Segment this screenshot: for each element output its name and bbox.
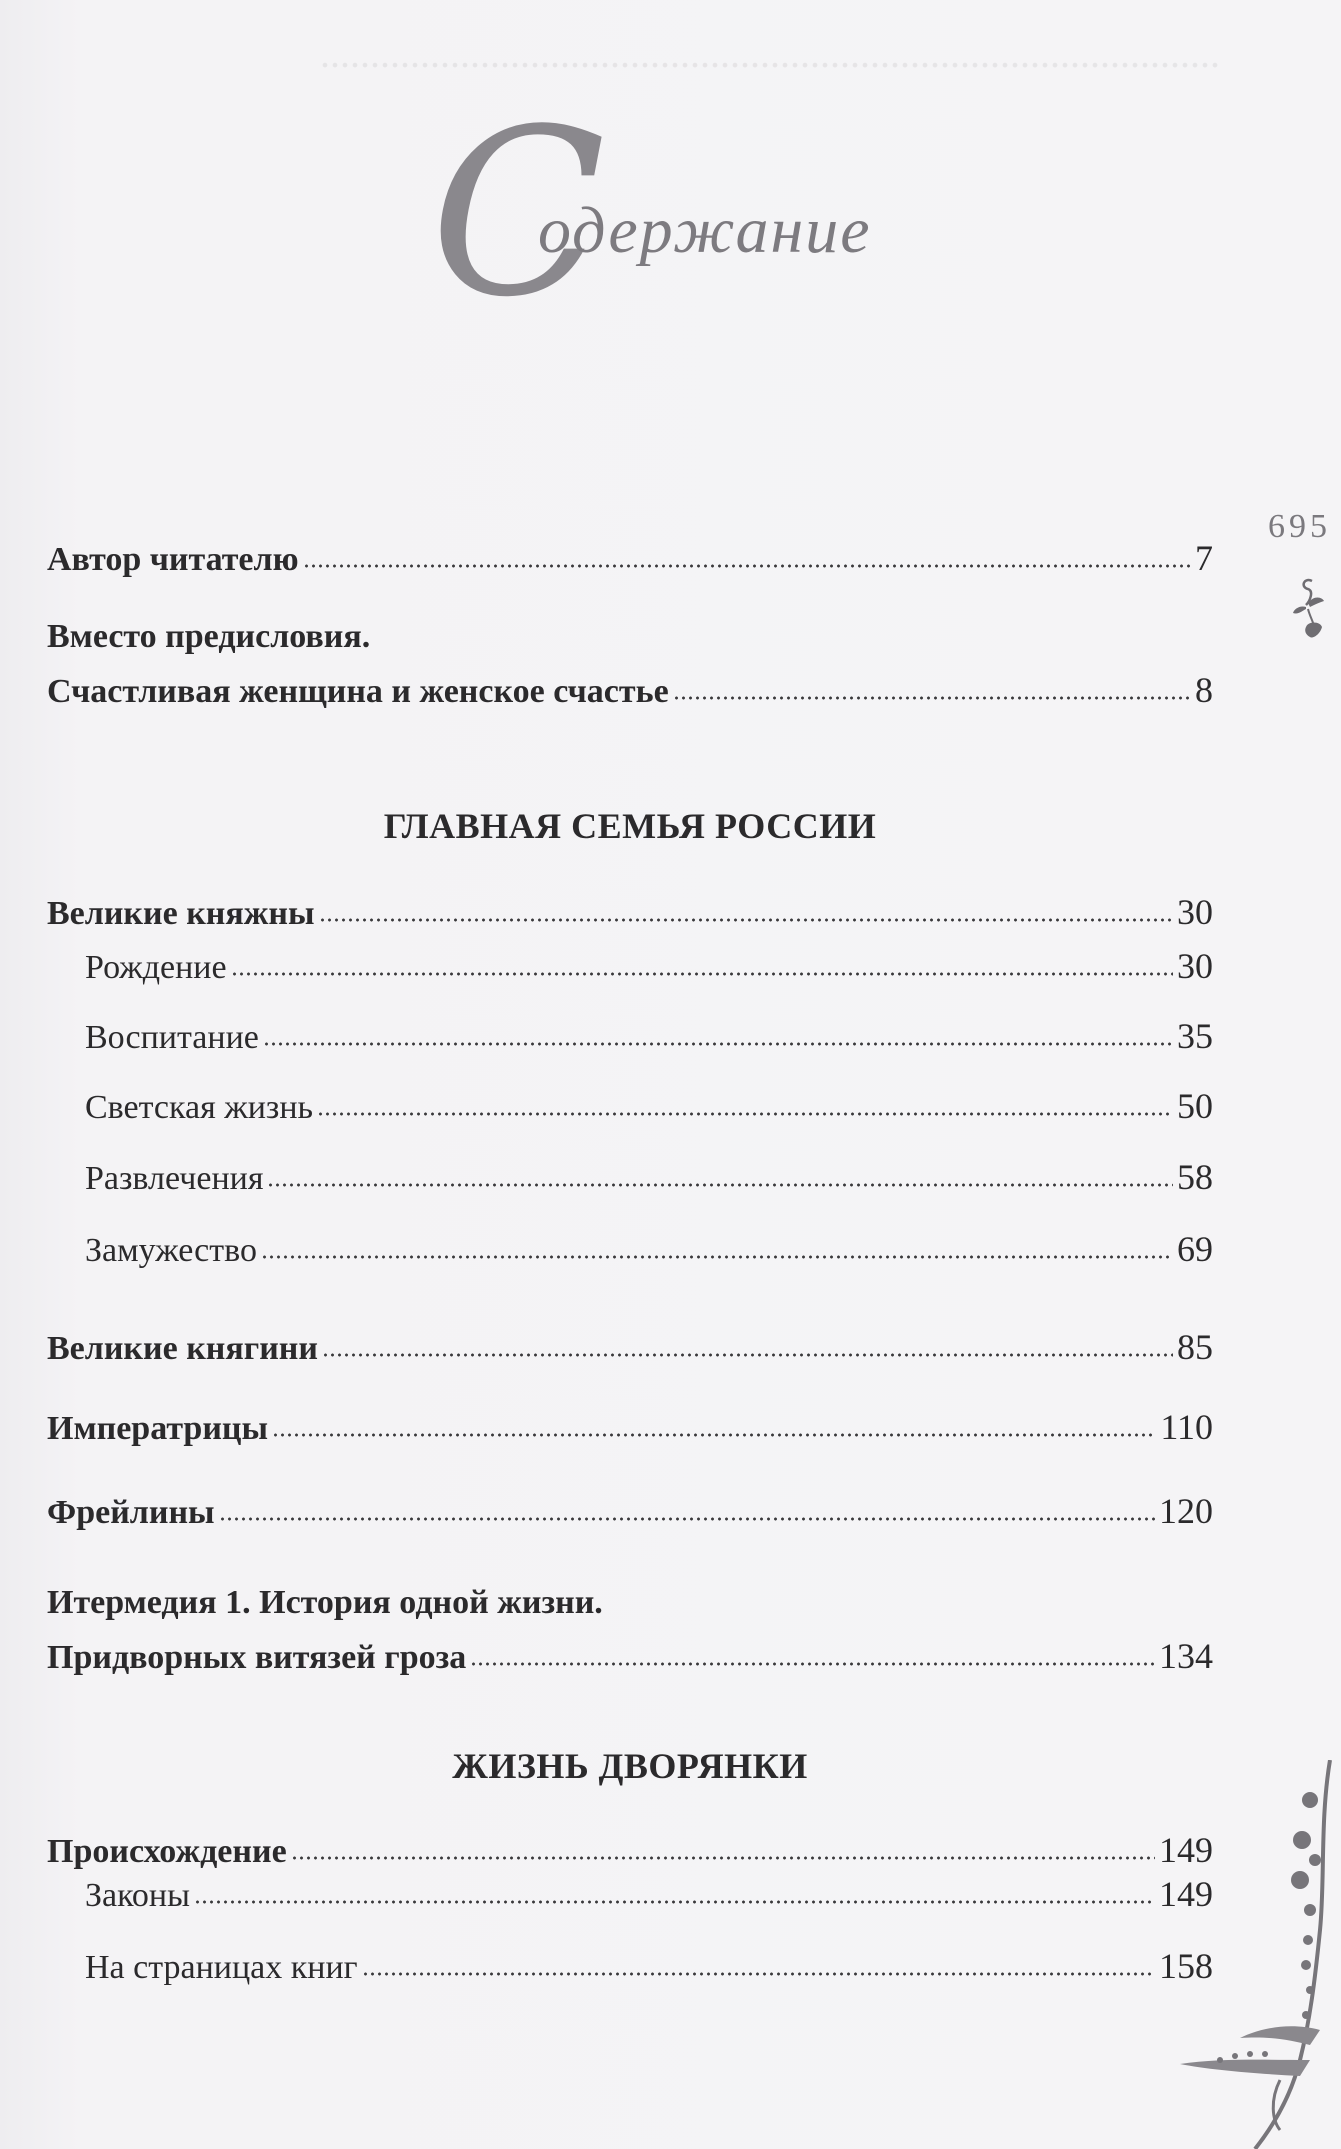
toc-entry-page: 7 (1195, 538, 1213, 578)
toc-subentry[interactable] (85, 1159, 1213, 1196)
toc-entry-page: 30 (1177, 892, 1213, 932)
page-number: 695 (1268, 508, 1331, 545)
toc-entry-title-line1: Вместо предисловия. (47, 618, 371, 655)
dot-leader (272, 1433, 1156, 1437)
toc-entry-page: 85 (1177, 1327, 1213, 1367)
dot-leader (194, 1900, 1155, 1904)
dot-leader (263, 1042, 1173, 1046)
toc-entry-page: 120 (1159, 1491, 1213, 1531)
dot-leader (291, 1856, 1155, 1860)
dot-leader (322, 1353, 1173, 1357)
dot-leader (362, 1972, 1155, 1976)
dot-leader (231, 972, 1173, 976)
toc-subentry[interactable] (85, 1088, 1213, 1125)
dot-leader (470, 1662, 1155, 1666)
toc-entry[interactable] (47, 1832, 1213, 1869)
toc-entry-title: Воспитание (85, 1019, 259, 1056)
toc-entry-page: 58 (1177, 1157, 1213, 1197)
toc-entry-title: Фрейлины (47, 1494, 215, 1531)
toc-subentry[interactable] (85, 1948, 1213, 1985)
dot-leader (267, 1183, 1173, 1187)
toc-entry-page: 69 (1177, 1229, 1213, 1269)
dot-leader (303, 564, 1191, 568)
toc-entry[interactable] (47, 1638, 1213, 1675)
toc-entry-title: Великие княжны (47, 895, 315, 932)
toc-entry-title: Императрицы (47, 1410, 269, 1447)
title-initial: С (430, 81, 606, 348)
dot-leader (673, 696, 1191, 700)
toc-entry-title: Развлечения (85, 1160, 264, 1197)
toc-entry[interactable] (47, 540, 1213, 577)
section-heading: ГЛАВНАЯ СЕМЬЯ РОССИИ (383, 806, 877, 846)
section-heading: ЖИЗНЬ ДВОРЯНКИ (452, 1746, 808, 1786)
toc-entry-title: Законы (85, 1877, 190, 1914)
bleed-through-text: .......................................................................................... (320, 31, 1220, 76)
toc-subentry[interactable] (85, 948, 1213, 985)
dot-leader (219, 1517, 1155, 1521)
toc-entry-title: На страницах книг (85, 1949, 358, 1986)
toc-entry-title: Происхождение (47, 1833, 287, 1870)
toc-entry-title: Замужество (85, 1232, 257, 1269)
toc-entry-page: 8 (1195, 670, 1213, 710)
toc-entry-title: Рождение (85, 949, 227, 986)
toc-entry[interactable] (47, 1493, 1213, 1530)
toc-entry[interactable] (47, 672, 1213, 709)
toc-entry[interactable] (47, 894, 1213, 931)
title-text: одержание (538, 194, 872, 267)
toc-entry-title: Автор читателю (47, 541, 299, 578)
dot-leader (319, 918, 1173, 922)
toc-entry-page: 30 (1177, 946, 1213, 986)
toc-entry-page: 110 (1160, 1407, 1213, 1447)
toc-subentry[interactable] (85, 1018, 1213, 1055)
toc-subentry[interactable] (85, 1231, 1213, 1268)
toc-subentry[interactable] (85, 1876, 1213, 1913)
dot-leader (261, 1255, 1173, 1259)
toc-entry-page: 35 (1177, 1016, 1213, 1056)
toc-entry-title: Придворных витязей гроза (47, 1639, 467, 1676)
toc-entry[interactable] (47, 1409, 1213, 1446)
toc-entry-page: 158 (1159, 1946, 1213, 1986)
toc-entry-page: 149 (1159, 1830, 1213, 1870)
toc-entry-page: 149 (1159, 1874, 1213, 1914)
toc-entry-page: 50 (1177, 1086, 1213, 1126)
toc-entry-page: 134 (1159, 1636, 1213, 1676)
toc-entry[interactable] (47, 1329, 1213, 1366)
toc-entry-title-line1: Итермедия 1. История одной жизни. (47, 1584, 603, 1621)
toc-entry-title: Светская жизнь (85, 1089, 314, 1126)
toc-entry-title: Счастливая женщина и женское счастье (47, 673, 669, 710)
dot-leader (317, 1112, 1173, 1116)
toc-entry-title: Великие княгини (47, 1330, 318, 1367)
